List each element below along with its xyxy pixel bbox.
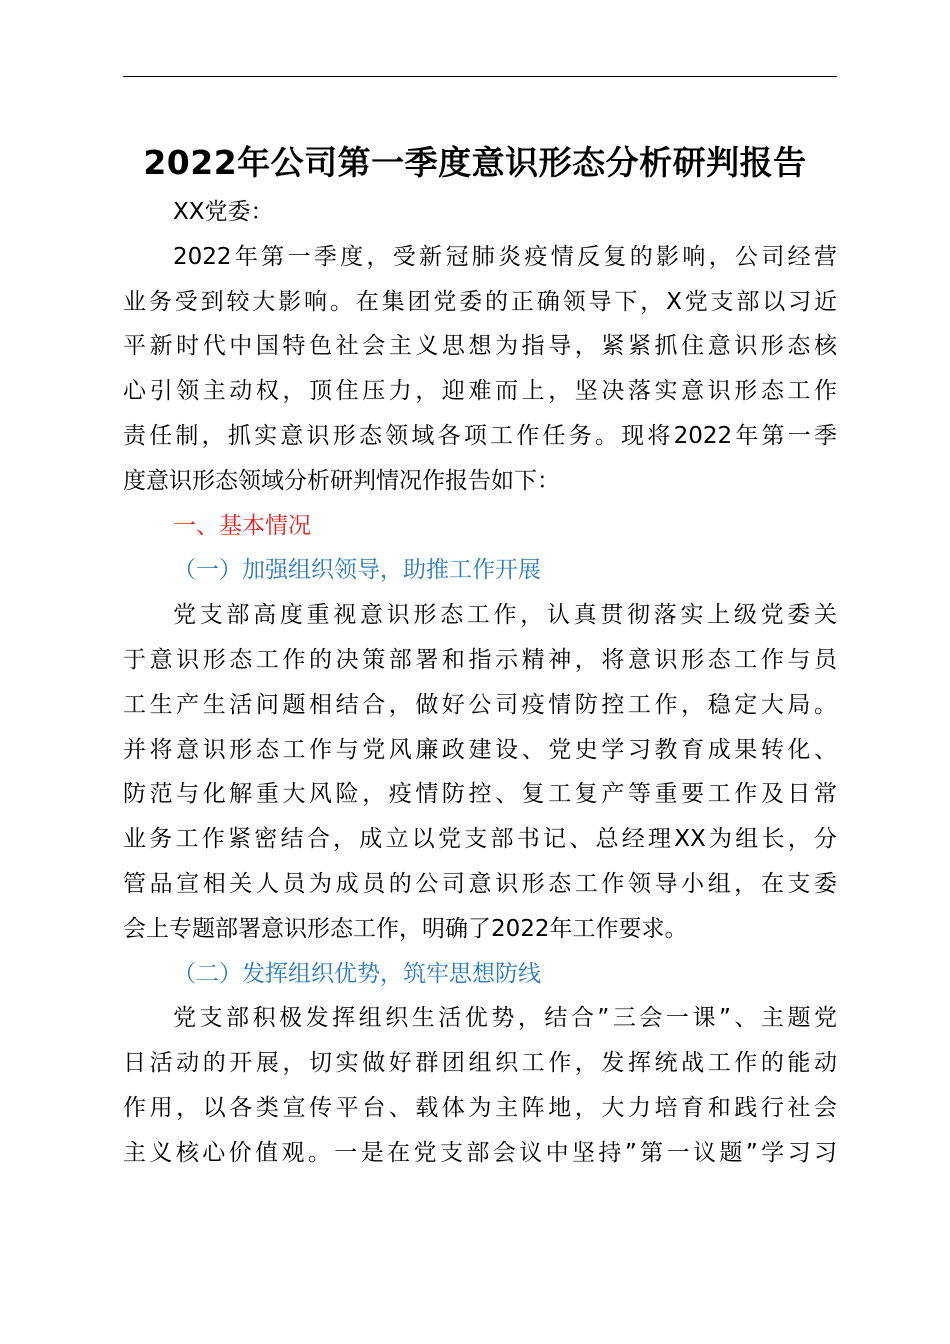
intro-line: 责任制，抓实意识形态领域各项工作任务。现将2022年第一季	[123, 422, 837, 449]
paragraph-line: 管品宣相关人员为成员的公司意识形态工作领导小组，在支委	[123, 870, 837, 897]
paragraph-line: 于意识形态工作的决策部署和指示精神，将意识形态工作与员	[123, 646, 837, 673]
paragraph-line: 并将意识形态工作与党风廉政建设、党史学习教育成果转化、	[123, 736, 837, 763]
document-body	[123, 190, 837, 1176]
paragraph-line: 主义核心价值观。一是在党支部会议中坚持”第一议题”学习习	[123, 1139, 837, 1166]
paragraph-line: 防范与化解重大风险，疫情防控、复工复产等重要工作及日常	[123, 781, 837, 808]
paragraph-line: 党支部积极发挥组织生活优势，结合”三会一课”、主题党	[173, 1005, 837, 1032]
paragraph-line: 作用，以各类宣传平台、载体为主阵地，大力培育和践行社会	[123, 1094, 837, 1121]
document-title: 2022年公司第一季度意识形态分析研判报告	[143, 143, 807, 182]
paragraph-line: 业务工作紧密结合，成立以党支部书记、总经理XX为组长，分	[123, 826, 837, 853]
paragraph-line: 党支部高度重视意识形态工作，认真贯彻落实上级党委关	[173, 602, 837, 629]
intro-line: 业务受到较大影响。在集团党委的正确领导下，X党支部以习近	[123, 288, 837, 315]
intro-line: 度意识形态领域分析研判情况作报告如下：	[123, 467, 560, 494]
paragraph-line: 工生产生活问题相结合，做好公司疫情防控工作，稳定大局。	[123, 691, 837, 718]
paragraph-line: 日活动的开展，切实做好群团组织工作，发挥统战工作的能动	[123, 1050, 837, 1077]
paragraph-line: 会上专题部署意识形态工作，明确了2022年工作要求。	[123, 915, 688, 942]
section-heading: 一、基本情况	[173, 512, 311, 539]
intro-line: 2022年第一季度，受新冠肺炎疫情反复的影响，公司经营	[173, 243, 837, 270]
subsection-heading: （一）加强组织领导，助推工作开展	[173, 557, 541, 584]
intro-line: 心引领主动权，顶住压力，迎难而上，坚决落实意识形态工作	[123, 378, 837, 405]
subsection-heading: （二）发挥组织优势，筑牢思想防线	[173, 960, 541, 987]
header-rule	[123, 76, 837, 77]
intro-line: 平新时代中国特色社会主义思想为指导，紧紧抓住意识形态核	[123, 333, 837, 360]
salutation: XX党委：	[173, 199, 274, 225]
